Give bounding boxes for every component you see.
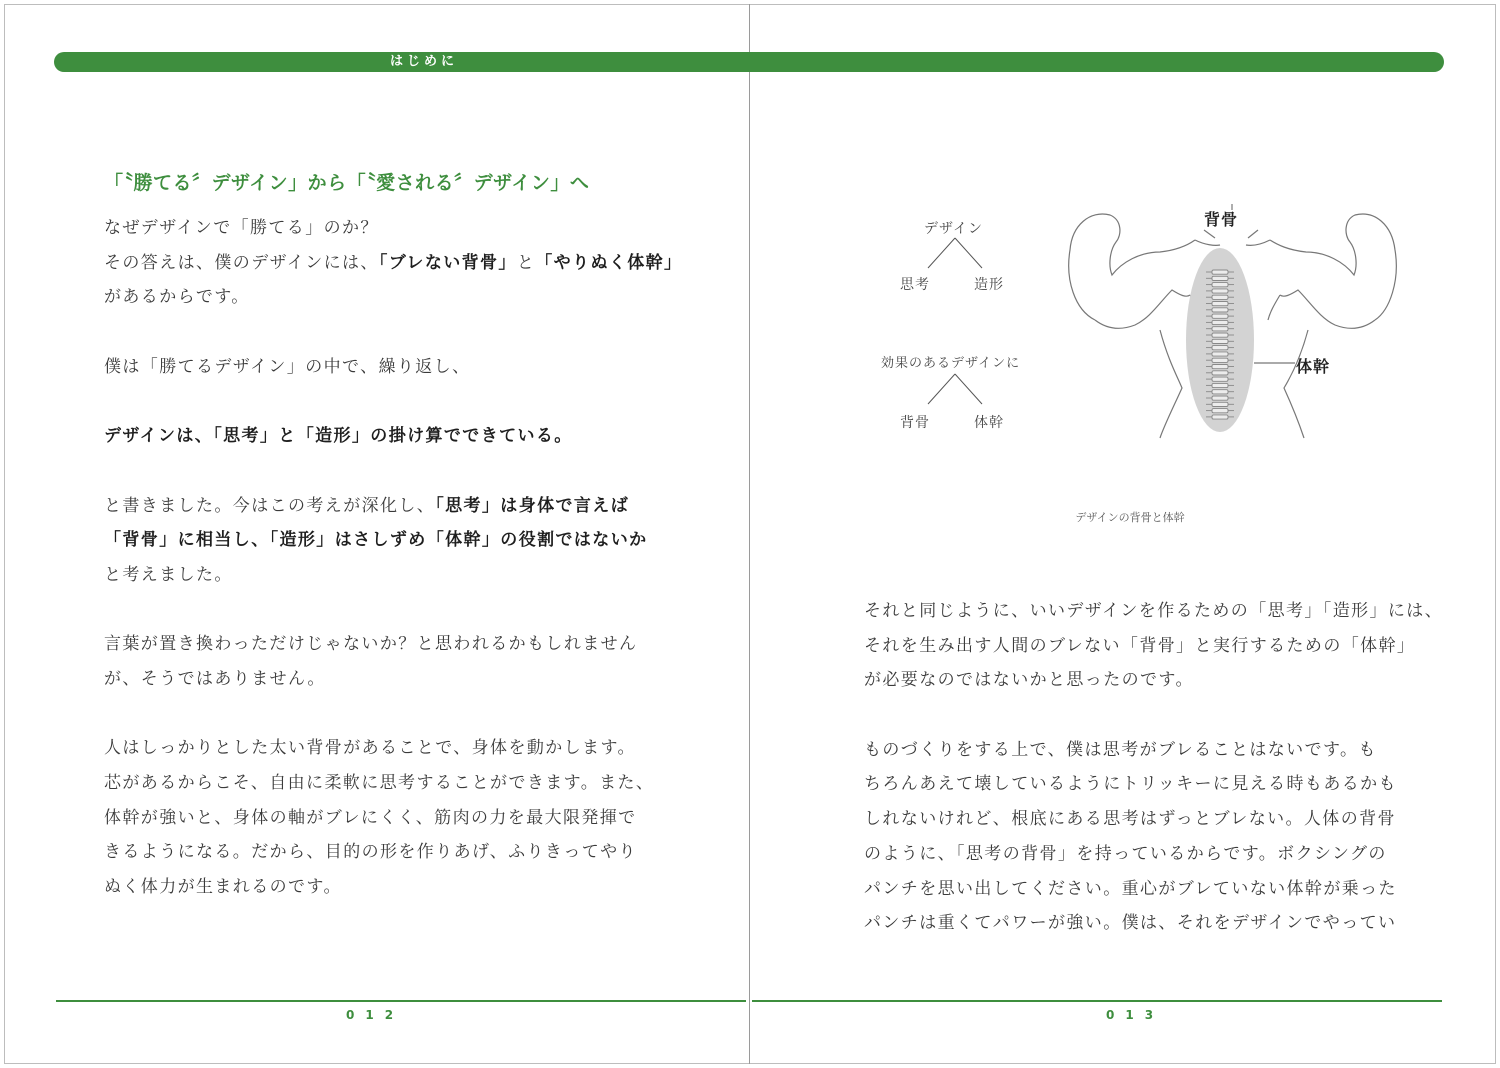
text-line [104, 419, 664, 454]
tree2-right-label: 体幹 [974, 415, 1004, 431]
tree1-root-label: デザイン [924, 221, 984, 237]
spine-trunk-diagram [860, 190, 1420, 530]
text-line [104, 835, 664, 870]
text-line [864, 767, 1424, 802]
body-text: その答えは、僕のデザインには、 [104, 252, 379, 273]
vertebra [1212, 289, 1228, 293]
vertebra [1212, 371, 1228, 375]
text-line [864, 629, 1424, 664]
body-text: と書きました。今はこの考えが深化し、 [104, 495, 436, 516]
vertebra [1212, 415, 1228, 419]
spine-label: 背骨 [1204, 210, 1239, 229]
text-line [104, 593, 664, 628]
body-text: が、そうではありません。 [104, 668, 326, 689]
body-text: パンチは重くてパワーが強い。僕は、それをデザインでやってい [864, 913, 1397, 934]
text-line [104, 523, 664, 558]
body-text: が必要なのではないかと思ったのです。 [864, 670, 1194, 691]
body-text: ちろんあえて壊しているようにトリッキーに見える時もあるかも [864, 774, 1397, 795]
tree1-left-label: 思考 [900, 277, 930, 293]
vertebra [1212, 320, 1228, 324]
body-text: 体幹が強いと、身体の軸がブレにくく、筋肉の力を最大限発揮で [104, 807, 637, 828]
vertebra [1212, 308, 1228, 312]
vertebra [1212, 276, 1228, 280]
emphasis-text: 「背骨」に相当し、「造形」はさしずめ「体幹」の役割ではないか [104, 530, 648, 551]
page-number-left: 012 [346, 1008, 405, 1022]
text-line [104, 627, 664, 662]
right-footer-rule [752, 1000, 1442, 1002]
text-line [104, 384, 664, 419]
text-line [104, 246, 683, 281]
body-text: と [516, 252, 536, 273]
diagram-caption: デザインの背骨と体幹 [1075, 511, 1185, 524]
page-fold [749, 4, 750, 1064]
vertebra [1212, 295, 1228, 299]
left-footer-rule [56, 1000, 746, 1002]
body-text: のように、「思考の背骨」を持っているからです。ボクシングの [864, 843, 1387, 864]
text-line [864, 872, 1424, 907]
vertebra [1212, 314, 1228, 318]
body-text: 人はしっかりとした太い背骨があることで、身体を動かします。 [104, 738, 636, 759]
body-text: と考えました。 [104, 564, 233, 585]
page-number-right: 013 [1106, 1008, 1165, 1022]
body-text: それと同じように、いいデザインを作るための「思考」「造形」には、 [864, 601, 1444, 621]
text-line [104, 315, 664, 350]
tree1-right-label: 造形 [974, 277, 1004, 293]
body-text: ぬく体力が生まれるのです。 [104, 877, 342, 898]
text-line [864, 594, 1444, 629]
chapter-header-bar [54, 52, 1444, 72]
vertebra [1212, 339, 1228, 343]
text-line [864, 906, 1424, 941]
tree2-left-label: 背骨 [900, 415, 930, 431]
vertebra [1212, 270, 1228, 274]
emphasis-text: 「やりぬく体幹」 [535, 252, 683, 273]
left-page-body [104, 211, 683, 905]
vertebra [1212, 283, 1228, 287]
vertebra [1212, 358, 1228, 362]
text-line [864, 802, 1424, 837]
vertebra [1212, 346, 1228, 350]
vertebra [1212, 302, 1228, 306]
text-line [104, 801, 664, 836]
right-page-body [864, 594, 1444, 941]
body-text: 芯があるからこそ、自由に柔軟に思考することができます。また、 [104, 773, 655, 793]
trunk-label: 体幹 [1296, 357, 1331, 376]
text-line [104, 697, 664, 732]
text-line [864, 663, 1424, 698]
body-text: しれないけれど、根底にある思考はずっとブレない。人体の背骨 [864, 809, 1396, 830]
emphasis-text: デザインは、「思考」と「造形」の掛け算でできている。 [104, 426, 573, 447]
tree2-root-label: 効果のあるデザインに [881, 356, 1021, 371]
body-text: ものづくりをする上で、僕は思考がブレることはないです。も [864, 739, 1377, 760]
text-line [104, 766, 664, 801]
body-text: パンチを思い出してください。重心がブレていない体幹が乗った [864, 878, 1397, 899]
vertebra [1212, 352, 1228, 356]
body-text: 言葉が置き換わっただけじゃないか？と思われるかもしれません [104, 634, 638, 655]
text-line [104, 731, 664, 766]
body-text: があるからです。 [104, 287, 250, 308]
text-line [104, 870, 664, 905]
tree-connectors [928, 238, 982, 404]
text-line [104, 280, 664, 315]
text-line [104, 454, 664, 489]
text-line [864, 698, 1424, 733]
text-line [104, 350, 664, 385]
text-line [104, 211, 664, 246]
body-text: なぜデザインで「勝てる」のか？ [104, 218, 379, 238]
emphasis-text: 「ブレない背骨」 [378, 252, 517, 273]
vertebra [1212, 402, 1228, 406]
vertebra [1212, 333, 1228, 337]
vertebra [1212, 383, 1228, 387]
vertebra [1212, 377, 1228, 381]
body-text: 僕は「勝てるデザイン」の中で、繰り返し、 [104, 356, 471, 377]
text-line [864, 837, 1424, 872]
vertebra [1212, 396, 1228, 400]
text-line [104, 489, 664, 524]
text-line [104, 662, 664, 697]
text-line [104, 558, 664, 593]
vertebra [1212, 409, 1228, 413]
text-line [864, 733, 1424, 768]
vertebra [1212, 327, 1228, 331]
section-title: はじめに [389, 54, 458, 69]
chapter-heading: 「〝勝てる〞デザイン」から「〝愛される〞デザイン」へ [104, 172, 590, 194]
emphasis-text: 「思考」は身体で言えば [435, 495, 630, 516]
vertebra [1212, 365, 1228, 369]
body-text: きるようになる。だから、目的の形を作りあげ、ふりきってやり [104, 842, 637, 863]
vertebra [1212, 390, 1228, 394]
body-text: それを生み出す人間のブレない「背骨」と実行するための「体幹」 [864, 635, 1416, 656]
